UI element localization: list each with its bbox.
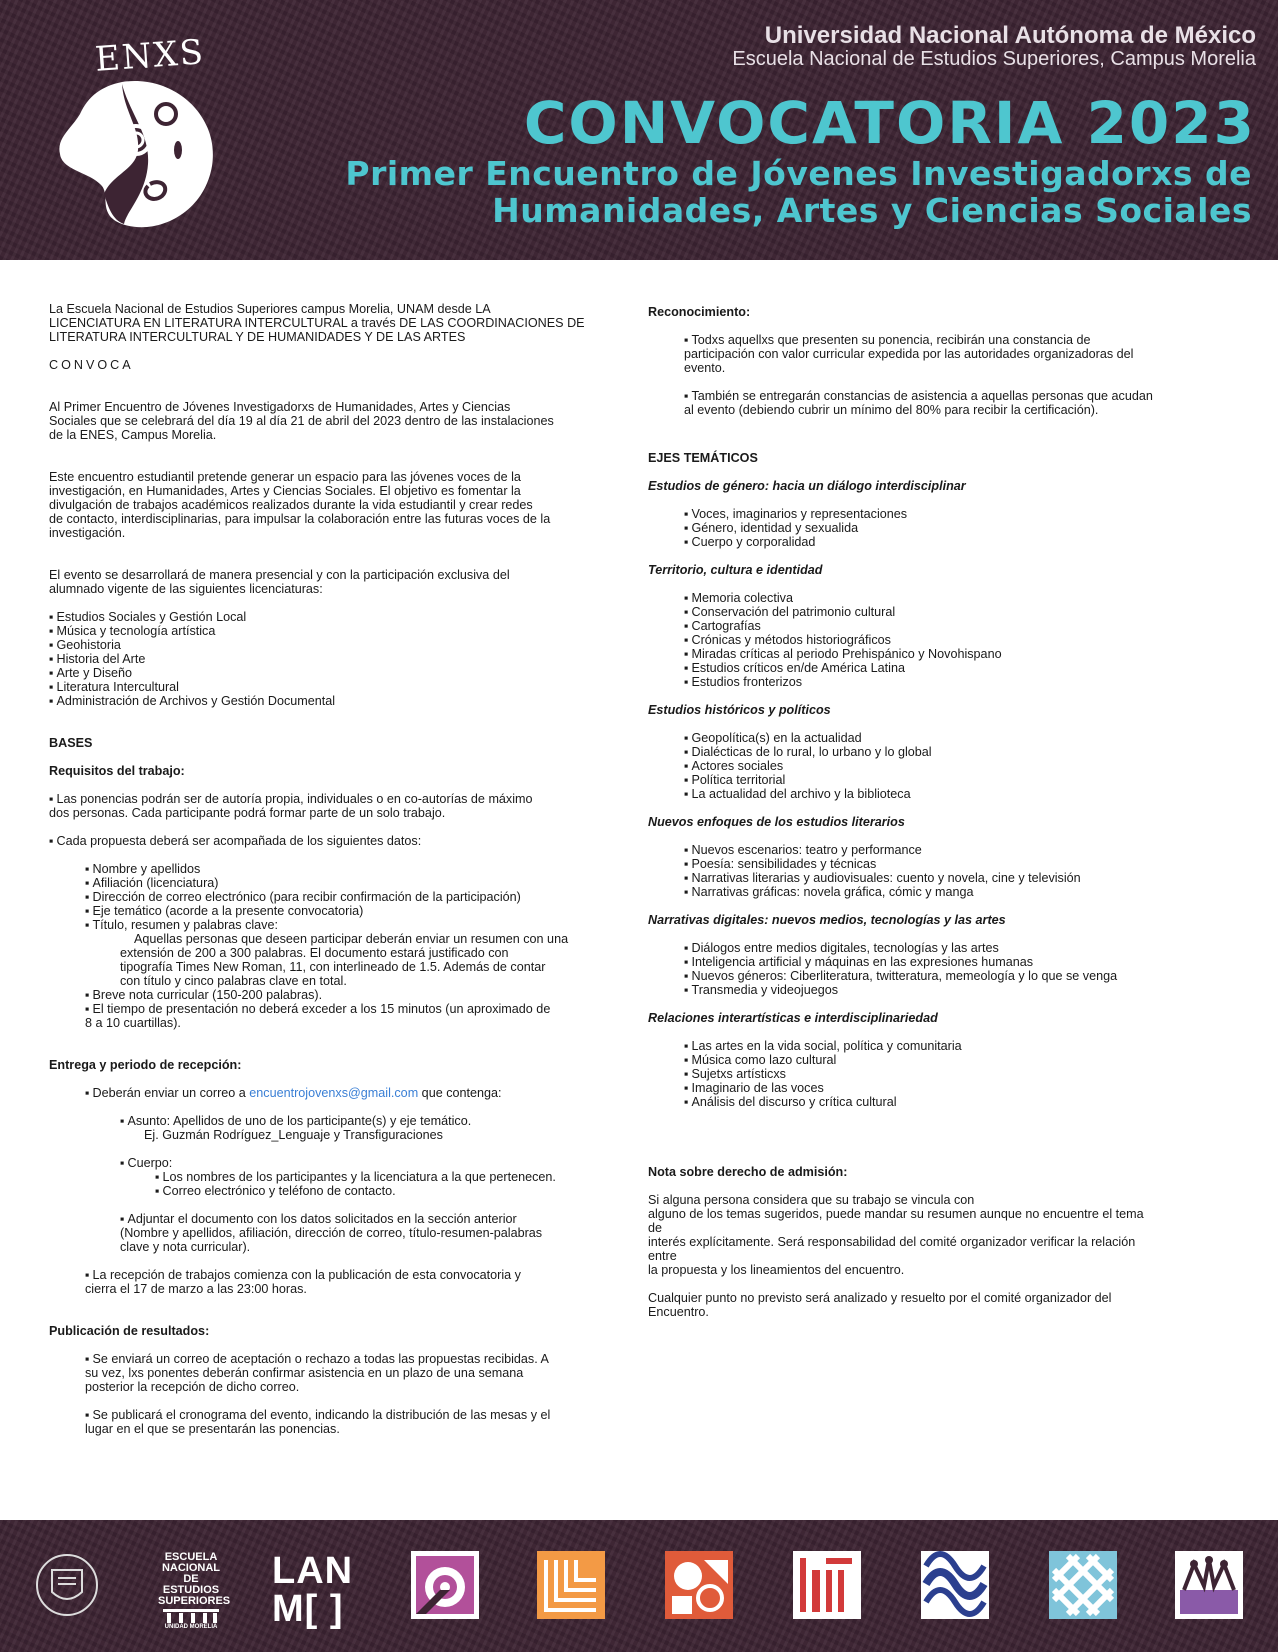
list-item: ▪ Transmedia y videojuegos xyxy=(684,983,1233,997)
list-item: ▪ Historia del Arte xyxy=(49,652,637,666)
list-item: ▪ Cartografías xyxy=(684,619,1233,633)
requisito-1 xyxy=(49,792,637,820)
right-column xyxy=(648,305,1233,1333)
eje-title: Estudios históricos y políticos xyxy=(648,703,831,717)
reconocimiento-1 xyxy=(648,333,1233,375)
list-item: ▪ Política territorial xyxy=(684,773,1233,787)
text-line: El evento se desarrollará de manera presencial y con la participación exclusiva del xyxy=(49,568,510,582)
text-line: SUPERIORES xyxy=(158,1595,231,1607)
list-item: ▪ Voces, imaginarios y representaciones xyxy=(684,507,1233,521)
text-line: ▪ Las ponencias podrán ser de autoría propia, individuales o en co-autorías de máximo xyxy=(49,792,637,806)
text-line: ▪ También se entregarán constancias de asistencia a aquellas personas que acudan xyxy=(684,389,1233,403)
text-line: investigación. xyxy=(49,526,126,540)
paragraph-objective xyxy=(49,470,637,540)
unam-crest-icon xyxy=(32,1550,102,1620)
text-line: investigación, en Humanidades, Artes y Ciencias Sociales. El objetivo es fomentar la xyxy=(49,484,521,498)
text-line: participación con valor curricular expedida por las autoridades organizadoras del xyxy=(684,347,1134,361)
asunto-block xyxy=(49,1114,637,1142)
recepcion-block xyxy=(49,1268,637,1296)
text-line: ▪ La recepción de trabajos comienza con la publicación de esta convocatoria y xyxy=(85,1268,637,1282)
bases-heading: BASES xyxy=(49,736,93,750)
text-line: Encuentro. xyxy=(648,1305,709,1319)
entrega-heading: Entrega y periodo de recepción: xyxy=(49,1058,242,1072)
page-title: CONVOCATORIA 2023 xyxy=(523,89,1256,157)
list-item: ▪ Eje temático (acorde a la presente convocatoria) xyxy=(49,904,637,918)
eje-title: Estudios de género: hacia un diálogo interdisciplinar xyxy=(648,479,966,493)
text-line: ▪ Todxs aquellxs que presenten su ponencia, recibirán una constancia de xyxy=(684,333,1233,347)
list-item: ▪ Breve nota curricular (150-200 palabras). xyxy=(49,988,637,1002)
list-item: ▪ Actores sociales xyxy=(684,759,1233,773)
text-line: ▪ Se publicará el cronograma del evento, indicando la distribución de las mesas y el xyxy=(85,1408,637,1422)
footer-logos xyxy=(0,1520,1278,1652)
target-logo-icon xyxy=(410,1550,480,1620)
text-span: Deberán enviar un correo a xyxy=(92,1086,250,1100)
logo-text: ENXS xyxy=(93,32,207,80)
datos-list xyxy=(49,862,637,1030)
text-line: de la ENES, Campus Morelia. xyxy=(49,428,217,442)
list-item: ▪ Dirección de correo electrónico (para recibir confirmación de la participación) xyxy=(49,890,637,904)
text-line: LICENCIATURA EN LITERATURA INTERCULTURAL a través DE LAS COORDINACIONES DE xyxy=(49,316,585,330)
university-name: Universidad Nacional Autónoma de México xyxy=(764,22,1256,49)
eje-list xyxy=(648,843,1233,899)
text-line: ▪ Asunto: Apellidos de uno de los participante(s) y eje temático. xyxy=(120,1114,637,1128)
text-line: ▪ Se enviará un correo de aceptación o rechazo a todas las propuestas recibidas. A xyxy=(85,1352,637,1366)
text-line: UNIDAD MORELIA xyxy=(164,1624,218,1630)
text-line: la propuesta y los lineamientos del encuentro. xyxy=(648,1263,905,1277)
enes-logo xyxy=(158,1551,231,1631)
left-column xyxy=(49,302,637,1450)
eje-list xyxy=(648,507,1233,549)
text-line: entre xyxy=(648,1249,677,1263)
text-line: NACIONAL xyxy=(161,1562,221,1574)
face-logo-icon xyxy=(52,74,222,234)
text-line: ▪ Adjuntar el documento con los datos solicitados en la sección anterior xyxy=(120,1212,637,1226)
text-line: LAN xyxy=(272,1550,354,1592)
text-span: que contenga: xyxy=(418,1086,502,1100)
columns-icon xyxy=(161,1609,221,1623)
lattice-logo-icon xyxy=(1048,1550,1118,1620)
requisito-2: ▪ Cada propuesta deberá ser acompañada de los siguientes datos: xyxy=(49,834,637,848)
text-line: su vez, lxs ponentes deberán confirmar asistencia en un plazo de una semana xyxy=(85,1366,524,1380)
adjuntar-block xyxy=(49,1212,637,1254)
list-item: ▪ Correo electrónico y teléfono de contacto. xyxy=(120,1184,637,1198)
eje-list xyxy=(648,941,1233,997)
text-line: Si alguna persona considera que su trabajo se vincula con xyxy=(648,1193,975,1207)
email-link[interactable]: encuentrojovenxs@gmail.com xyxy=(249,1086,419,1100)
list-item: ▪ Estudios críticos en/de América Latina xyxy=(684,661,1233,675)
list-item: ▪ Nuevos géneros: Ciberliteratura, twitteratura, memeología y lo que se venga xyxy=(684,969,1233,983)
text-line: con título y cinco palabras clave en total. xyxy=(120,974,347,988)
list-item: ▪ Los nombres de los participantes y la licenciatura a la que pertenecen. xyxy=(120,1170,637,1184)
crown-logo-icon xyxy=(1174,1550,1244,1620)
paragraph-format xyxy=(49,568,637,596)
list-item: ▪ Estudios Sociales y Gestión Local xyxy=(49,610,637,624)
page-subtitle xyxy=(272,156,1252,230)
list-item: ▪ Las artes en la vida social, política y comunitaria xyxy=(684,1039,1233,1053)
list-item: ▪ Título, resumen y palabras clave: xyxy=(49,918,637,932)
convoca-label: CONVOCA xyxy=(49,358,134,372)
text-line: M[ ] xyxy=(272,1588,344,1630)
list-item: ▪ El tiempo de presentación no deberá exceder a los 15 minutos (un aproximado de xyxy=(49,1002,637,1016)
list-item: ▪ Diálogos entre medios digitales, tecnologías y las artes xyxy=(684,941,1233,955)
text-line: al evento (debiendo cubrir un mínimo del 80% para recibir la certificación). xyxy=(684,403,1099,417)
list-item: ▪ Sujetxs artísticxs xyxy=(684,1067,1233,1081)
list-item: ▪ Música y tecnología artística xyxy=(49,624,637,638)
list-item: ▪ Nuevos escenarios: teatro y performance xyxy=(684,843,1233,857)
list-item: ▪ Literatura Intercultural xyxy=(49,680,637,694)
subtitle-line-2: Humanidades, Artes y Ciencias Sociales xyxy=(492,190,1252,230)
eje-title: Nuevos enfoques de los estudios literarios xyxy=(648,815,905,829)
publicacion-1 xyxy=(49,1352,637,1394)
text-line: lugar en el que se presentarán las ponencias. xyxy=(85,1422,340,1436)
reconocimiento-heading: Reconocimiento: xyxy=(648,305,751,319)
list-item: ▪ Dialécticas de lo rural, lo urbano y lo global xyxy=(684,745,1233,759)
list-item: ▪ Memoria colectiva xyxy=(684,591,1233,605)
text-line: posterior la recepción de dicho correo. xyxy=(85,1380,300,1394)
text-line: cierra el 17 de marzo a las 23:00 horas. xyxy=(85,1282,307,1296)
list-item: ▪ Geopolítica(s) en la actualidad xyxy=(684,731,1233,745)
eje-title: Territorio, cultura e identidad xyxy=(648,563,823,577)
shapes-logo-icon xyxy=(664,1550,734,1620)
text-line: Aquellas personas que deseen participar deberán enviar un resumen con una xyxy=(134,932,569,946)
reconocimiento-2 xyxy=(648,389,1233,417)
requisitos-heading: Requisitos del trabajo: xyxy=(49,764,185,778)
text-line: Este encuentro estudiantil pretende generar un espacio para las jóvenes voces de la xyxy=(49,470,521,484)
subtitle-line-1: Primer Encuentro de Jóvenes Investigadorxs de xyxy=(345,154,1252,193)
list-item: ▪ Nombre y apellidos xyxy=(49,862,637,876)
text-line: DE ESTUDIOS xyxy=(162,1573,220,1596)
nota-heading: Nota sobre derecho de admisión: xyxy=(648,1165,848,1179)
list-item: ▪ Estudios fronterizos xyxy=(684,675,1233,689)
eje-list xyxy=(648,731,1233,801)
list-item: ▪ Narrativas gráficas: novela gráfica, cómic y manga xyxy=(684,885,1233,899)
school-name: Escuela Nacional de Estudios Superiores, Campus Morelia xyxy=(732,48,1256,70)
licenciaturas-list xyxy=(49,610,637,708)
text-line: de contacto, interdisciplinarias, para impulsar la colaboración entre las futuras voces de la xyxy=(49,512,551,526)
resumen-detail xyxy=(49,932,637,988)
list-item: ▪ Cuerpo y corporalidad xyxy=(684,535,1233,549)
text-line: extensión de 200 a 300 palabras. El documento estará justificado con xyxy=(120,946,509,960)
bars-logo-icon xyxy=(792,1550,862,1620)
list-item: ▪ Inteligencia artificial y máquinas en las expresiones humanas xyxy=(684,955,1233,969)
eje-list xyxy=(648,591,1233,689)
text-line: alguno de los temas sugeridos, puede mandar su resumen aunque no encuentre el tema xyxy=(648,1207,1144,1221)
text-line: dos personas. Cada participante podrá formar parte de un solo trabajo. xyxy=(49,806,446,820)
eje-title: Narrativas digitales: nuevos medios, tecnologías y las artes xyxy=(648,913,1006,927)
list-item: ▪ Poesía: sensibilidades y técnicas xyxy=(684,857,1233,871)
stairs-logo-icon xyxy=(536,1550,606,1620)
correo-instruction xyxy=(49,1086,637,1100)
list-item: ▪ Geohistoria xyxy=(49,638,637,652)
cierre-paragraph xyxy=(648,1291,1233,1319)
intro-paragraph xyxy=(49,302,637,344)
list-item: ▪ Género, identidad y sexualida xyxy=(684,521,1233,535)
publicacion-2 xyxy=(49,1408,637,1436)
list-item: ▪ Administración de Archivos y Gestión Documental xyxy=(49,694,637,708)
eje-list xyxy=(648,1039,1233,1109)
enxs-logo xyxy=(52,34,232,234)
list-item: ▪ La actualidad del archivo y la biblioteca xyxy=(684,787,1233,801)
list-item: ▪ Narrativas literarias y audiovisuales: cuento y novela, cine y televisión xyxy=(684,871,1233,885)
list-item: ▪ Afiliación (licenciatura) xyxy=(49,876,637,890)
wave-logo-icon xyxy=(920,1550,990,1620)
text-line: tipografía Times New Roman, 11, con interlineado de 1.5. Además de contar xyxy=(120,960,546,974)
text-line: Ej. Guzmán Rodríguez_Lenguaje y Transfiguraciones xyxy=(144,1128,443,1142)
text-line: alumnado vigente de las siguientes licenciaturas: xyxy=(49,582,323,596)
text-line: ESCUELA xyxy=(164,1551,218,1563)
text-line: divulgación de trabajos académicos realizados durante la vida estudiantil y crear redes xyxy=(49,498,533,512)
ejes-heading: EJES TEMÁTICOS xyxy=(648,451,758,465)
paragraph-event xyxy=(49,400,637,442)
header-banner xyxy=(0,0,1278,260)
lanmo-logo xyxy=(272,1552,353,1628)
list-item: ▪ Crónicas y métodos historiográficos xyxy=(684,633,1233,647)
publicacion-heading: Publicación de resultados: xyxy=(49,1324,210,1338)
cuerpo-block xyxy=(49,1156,637,1198)
list-item: ▪ Música como lazo cultural xyxy=(684,1053,1233,1067)
text-line: La Escuela Nacional de Estudios Superiores campus Morelia, UNAM desde LA xyxy=(49,302,491,316)
text-line: ▪ Cuerpo: xyxy=(120,1156,637,1170)
text-line: Al Primer Encuentro de Jóvenes Investigadorxs de Humanidades, Artes y Ciencias xyxy=(49,400,511,414)
eje-title: Relaciones interartísticas e interdisciplinariedad xyxy=(648,1011,938,1025)
text-line: evento. xyxy=(684,361,726,375)
list-item: ▪ Miradas críticas al periodo Prehispánico y Novohispano xyxy=(684,647,1233,661)
list-item: ▪ Arte y Diseño xyxy=(49,666,637,680)
list-item: ▪ Conservación del patrimonio cultural xyxy=(684,605,1233,619)
nota-paragraph xyxy=(648,1193,1233,1277)
text-line: Cualquier punto no previsto será analizado y resuelto por el comité organizador del xyxy=(648,1291,1112,1305)
text-line: LITERATURA INTERCULTURAL Y DE HUMANIDADES Y DE LAS ARTES xyxy=(49,330,466,344)
text-line: Sociales que se celebrará del día 19 al día 21 de abril del 2023 dentro de las instalaciones xyxy=(49,414,554,428)
text-line: de xyxy=(648,1221,663,1235)
text-line: interés explícitamente. Será responsabilidad del comité organizador verificar la relación xyxy=(648,1235,1136,1249)
text-line: clave y nota curricular). xyxy=(120,1240,251,1254)
list-item: ▪ Imaginario de las voces xyxy=(684,1081,1233,1095)
text-line: (Nombre y apellidos, afiliación, dirección de correo, título-resumen-palabras xyxy=(120,1226,543,1240)
text-line: 8 a 10 cuartillas). xyxy=(85,1016,181,1030)
list-item: ▪ Análisis del discurso y crítica cultural xyxy=(684,1095,1233,1109)
